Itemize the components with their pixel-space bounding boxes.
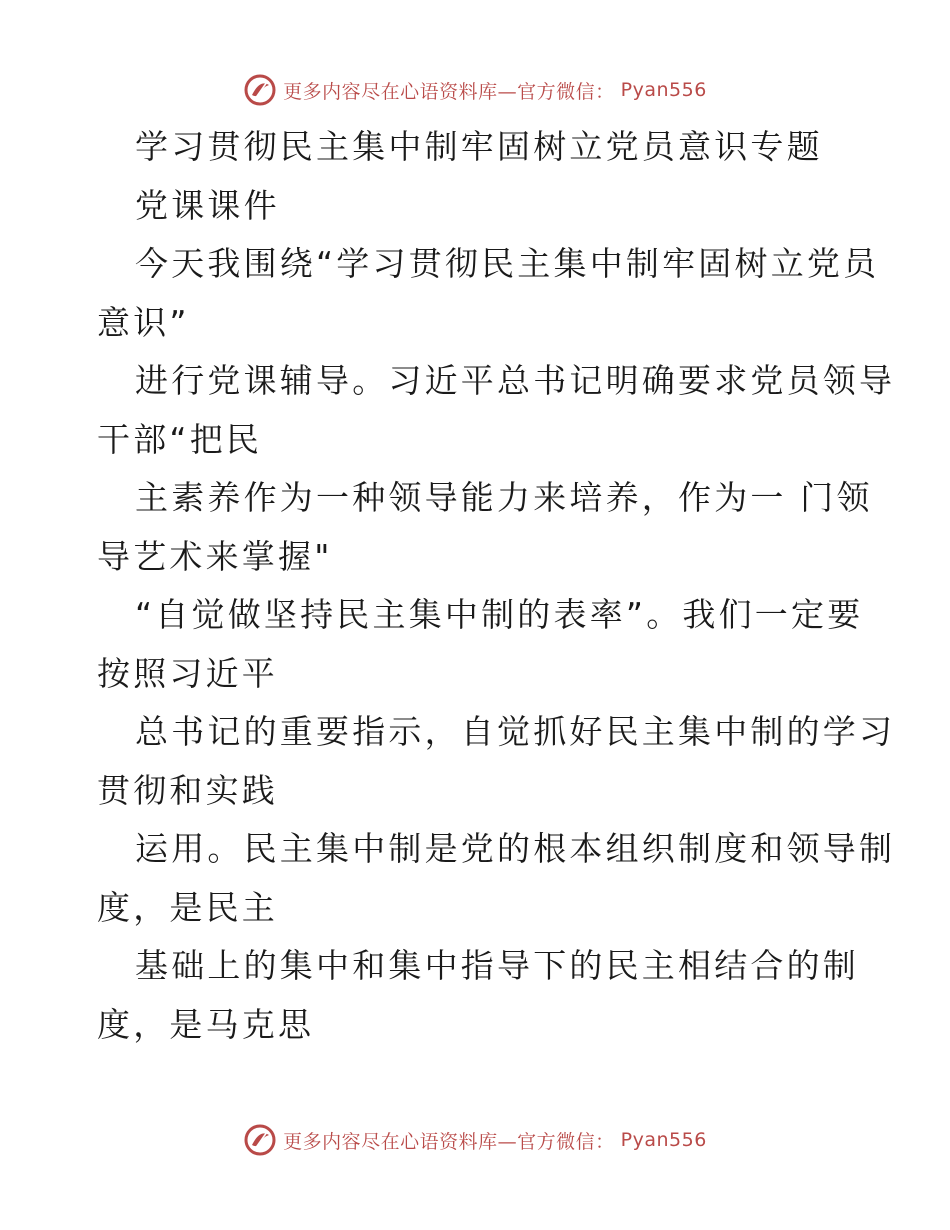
watermark-wechat-id: Pyan556 bbox=[620, 79, 707, 101]
text-line: 贯彻和实践 bbox=[97, 770, 278, 810]
text-line: 今天我围绕“学习贯彻民主集中制牢固树立党员 bbox=[135, 244, 880, 283]
watermark-wechat-id: Pyan556 bbox=[620, 1129, 707, 1151]
text-line: 进行党课辅导。习近平总书记明确要求党员领导 bbox=[135, 361, 896, 400]
document-body bbox=[97, 118, 896, 1054]
watermark-text: 更多内容尽在心语资料库—官方微信： bbox=[283, 1130, 615, 1153]
title-line-1: 学习贯彻民主集中制牢固树立党员意识专题 bbox=[135, 127, 823, 166]
text-line: 总书记的重要指示，自觉抓好民主集中制的学习 bbox=[135, 712, 896, 751]
text-line: 意识” bbox=[97, 302, 190, 342]
header-watermark bbox=[0, 70, 950, 110]
text-line: 运用。民主集中制是党的根本组织制度和领导制 bbox=[135, 829, 896, 868]
text-line: 主素养作为一种领导能力来培养，作为一 门领 bbox=[135, 478, 873, 517]
title-line-2: 党课课件 bbox=[135, 185, 280, 225]
brand-logo-icon bbox=[243, 1123, 277, 1157]
text-line: 导艺术来掌握" bbox=[97, 536, 333, 576]
text-line: “自觉做坚持民主集中制的表率”。我们一定要 bbox=[135, 595, 864, 634]
text-line: 度，是马克思 bbox=[97, 1004, 315, 1044]
watermark-text: 更多内容尽在心语资料库—官方微信： bbox=[283, 80, 615, 103]
text-line: 按照习近平 bbox=[97, 653, 278, 693]
brand-logo-icon bbox=[243, 73, 277, 107]
footer-watermark bbox=[0, 1120, 950, 1160]
text-line: 度，是民主 bbox=[97, 887, 278, 927]
text-line: 基础上的集中和集中指导下的民主相结合的制 bbox=[135, 946, 859, 985]
text-line: 干部“把民 bbox=[97, 419, 263, 459]
